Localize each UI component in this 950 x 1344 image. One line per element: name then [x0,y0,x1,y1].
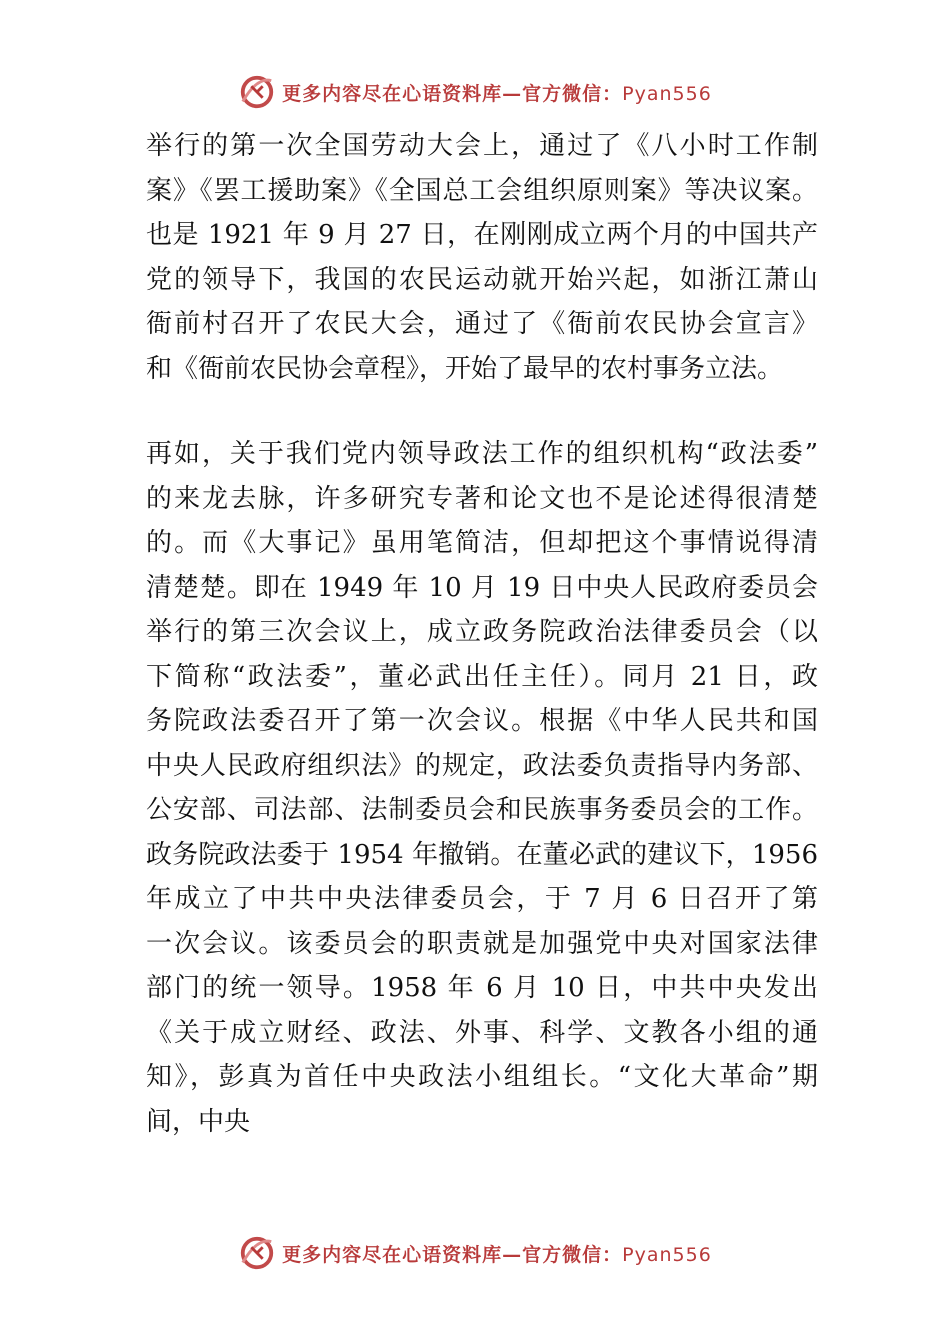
header-banner-text: 更多内容尽在心语资料库—官方微信：Pyan556 [282,82,712,105]
text-line: 案》《罢工援助案》《全国总工会组织原则案》等决议案。 [146,175,818,206]
paragraph-2 [146,432,818,1144]
text-line: 的来龙去脉，许多研究专著和论文也不是论述得很清楚 [146,483,818,514]
text-line: 清楚楚。即在 1949 年 10 月 19 日中央人民政府委员会 [146,572,818,603]
text-line: 务院政法委召开了第一次会议。根据《中华人民共和国 [146,706,818,736]
text-line: 年成立了中共中央法律委员会，于 7 月 6 日召开了第 [146,884,818,914]
wechat-id: Pyan556 [622,82,712,105]
header-banner [0,72,950,112]
text-line: 下简称“政法委”，董必武出任主任）。同月 21 日，政 [146,661,818,692]
wechat-id: Pyan556 [622,1243,712,1266]
footer-banner-text: 更多内容尽在心语资料库—官方微信：Pyan556 [282,1243,712,1266]
text-line: 中央人民政府组织法》的规定，政法委负责指导内务部、 [146,750,818,781]
logo-icon [238,1234,276,1272]
text-line: 党的领导下，我国的农民运动就开始兴起，如浙江萧山 [146,264,818,295]
text-line: 再如，关于我们党内领导政法工作的组织机构“政法委” [146,439,818,469]
text-line: 衙前村召开了农民大会，通过了《衙前农民协会宣言》 [146,309,818,339]
logo-icon [238,73,276,111]
footer-banner [0,1233,950,1273]
text-line: 也是 1921 年 9 月 27 日，在刚刚成立两个月的中国共产 [146,220,818,250]
text-line: 间，中央 [146,1106,251,1137]
text-line: 《关于成立财经、政法、外事、科学、文教各小组的通 [146,1017,818,1048]
text-line: 举行的第三次会议上，成立政务院政治法律委员会（以 [146,617,818,647]
text-line: 的。而《大事记》虽用笔简洁，但却把这个事情说得清 [146,528,818,558]
text-line: 知》，彭真为首任中央政法小组组长。“文化大革命”期 [146,1062,818,1092]
text-line: 举行的第一次全国劳动大会上，通过了《八小时工作制 [146,131,818,161]
text-line: 一次会议。该委员会的职责就是加强党中央对国家法律 [146,928,818,959]
paragraph-1 [146,124,818,391]
text-line: 政务院政法委于 1954 年撤销。在董必武的建议下，1956 [146,839,818,870]
text-line: 和《衙前农民协会章程》，开始了最早的农村事务立法。 [146,353,784,384]
text-line: 部门的统一领导。1958 年 6 月 10 日，中共中央发出 [146,973,818,1003]
text-line: 公安部、司法部、法制委员会和民族事务委员会的工作。 [146,795,818,825]
